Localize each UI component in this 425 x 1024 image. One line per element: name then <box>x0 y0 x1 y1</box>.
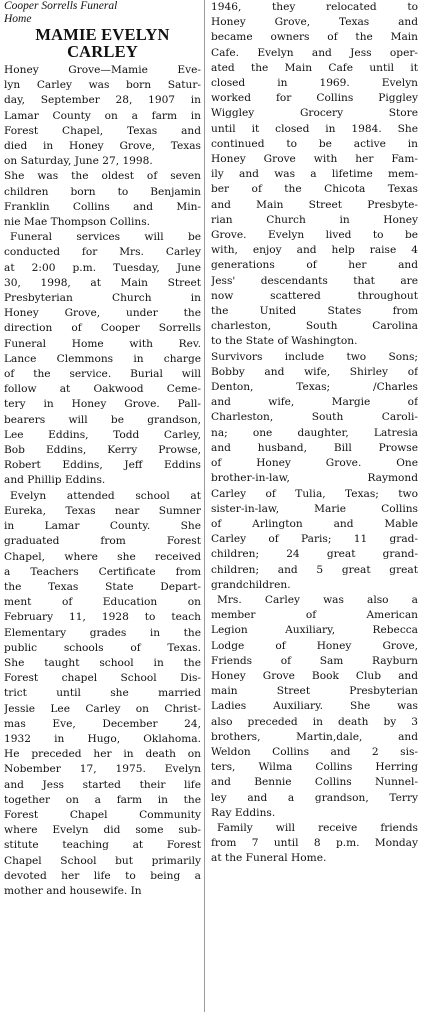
body-text-line: Chapel, where she received <box>4 550 201 563</box>
body-text-line: Bobby and wife, Shirley of <box>211 365 418 378</box>
body-text-line: ber of the Chicota Texas <box>211 183 418 196</box>
body-text-line: public schools of Texas. <box>4 641 201 654</box>
headline-line: MAMIE EVELYN <box>35 26 170 43</box>
body-text-line: mas Eve, December 24, <box>4 717 201 730</box>
body-text-line: from 7 until 8 p.m. Monday <box>211 837 418 850</box>
body-text-line: sister-in-law, Marie Collins <box>211 502 418 515</box>
body-text-line: Charleston, South Caroli- <box>211 411 418 424</box>
column-divider <box>204 0 205 1012</box>
body-text-line: and wife, Margie of <box>211 396 418 409</box>
body-text-line: follow at Oakwood Ceme- <box>4 383 201 396</box>
body-text-line: Lee Eddins, Todd Carley, <box>4 428 201 441</box>
body-text-line: until it closed in 1984. She <box>211 122 418 135</box>
body-text-line: Honey Grove, Texas and <box>211 16 418 29</box>
right-column-body <box>211 0 418 867</box>
body-text-line: lyn Carley was born Satur- <box>4 79 201 92</box>
body-text-line: Franklin Collins and Min- <box>4 200 201 213</box>
body-text-line: Lamar County on a farm in <box>4 109 201 122</box>
body-text-line: Carley of Paris; 11 grad- <box>211 533 418 546</box>
headline-line: CARLEY <box>67 43 138 60</box>
body-text-line: Honey Grove, under the <box>4 307 201 320</box>
body-text-line: Wiggley Grocery Store <box>211 107 418 120</box>
body-text-line: Legion Auxiliary, Rebecca <box>211 624 418 637</box>
body-text-line: at the Funeral Home. <box>211 852 327 865</box>
body-text-line: Carley of Tulia, Texas; two <box>211 487 418 500</box>
body-text-line: Robert Eddins, Jeff Eddins <box>4 459 201 472</box>
body-text-line: in Lamar County. She <box>4 520 201 533</box>
body-text-line: a Teachers Certificate from <box>4 565 201 578</box>
body-text-line: ley and a grandson, Terry <box>211 791 418 804</box>
body-text-line: Honey Grove with her Fam- <box>211 153 418 166</box>
body-text-line: na; one daughter, Latresia <box>211 426 418 439</box>
body-text-line: Bob Eddins, Kerry Prowse, <box>4 444 201 457</box>
body-text-line: on Saturday, June 27, 1998. <box>4 155 153 168</box>
body-text-line: became owners of the Main <box>211 31 418 44</box>
funeral-home-kicker <box>4 0 201 26</box>
body-text-line: and Bennie Collins Nunnel- <box>211 776 418 789</box>
right-column <box>211 0 418 867</box>
body-text-line: Presbyterian Church in <box>4 292 201 305</box>
body-text-line: graduated from Forest <box>4 535 201 548</box>
body-text-line: Chapel School but primarily <box>4 854 201 867</box>
body-text-line: charleston, South Carolina <box>211 320 418 333</box>
body-text-line: Mrs. Carley was also a <box>217 593 418 606</box>
body-text-line: ily and was a lifetime mem- <box>211 168 418 181</box>
body-text-line: Jess' descendants that are <box>211 274 418 287</box>
body-text-line: devoted her life to being a <box>4 869 201 882</box>
body-text-line: Nobember 17, 1975. Evelyn <box>4 763 201 776</box>
body-text-line: worked for Collins Piggley <box>211 92 418 105</box>
body-text-line: Ladies Auxiliary. She was <box>211 700 418 713</box>
left-column <box>4 0 201 899</box>
body-text-line: Eureka, Texas near Sumner <box>4 504 201 517</box>
body-text-line: ters, Wilma Collins Herring <box>211 761 418 774</box>
body-text-line: day, September 28, 1907 in <box>4 94 201 107</box>
body-text-line: and Phillip Eddins. <box>4 474 106 487</box>
kicker-line: Home <box>4 13 32 25</box>
body-text-line: nie Mae Thompson Collins. <box>4 216 151 229</box>
body-text-line: children born to Benjamin <box>4 185 201 198</box>
body-text-line: the Texas State Depart- <box>4 580 201 593</box>
body-text-line: ment of Education on <box>4 596 201 609</box>
body-text-line: member of American <box>211 609 418 622</box>
body-text-line: and Jess started their life <box>4 778 201 791</box>
body-text-line: and husband, Bill Prowse <box>211 441 418 454</box>
body-text-line: Lance Clemmons in charge <box>4 352 201 365</box>
body-text-line: ated the Main Cafe until it <box>211 61 418 74</box>
body-text-line: bearers will be grandson, <box>4 413 201 426</box>
body-text-line: and Main Street Presbyte- <box>211 198 418 211</box>
body-text-line: Forest chapel School Dis- <box>4 672 201 685</box>
body-text-line: of Arlington and Mable <box>211 517 418 530</box>
body-text-line: of the service. Burial will <box>4 368 201 381</box>
body-text-line: direction of Cooper Sorrells <box>4 322 201 335</box>
body-text-line: 1946, they relocated to <box>211 1 418 13</box>
body-text-line: brother-in-law, Raymond <box>211 472 418 485</box>
body-text-line: together on a farm in the <box>4 793 201 806</box>
body-text-line: now scattered throughout <box>211 289 418 302</box>
body-text-line: Funeral Home with Rev. <box>4 337 201 350</box>
body-text-line: at 2:00 p.m. Tuesday, June <box>4 261 201 274</box>
body-text-line: mother and housewife. In <box>4 884 142 897</box>
body-text-line: Honey Grove—Mamie Eve- <box>4 64 201 76</box>
body-text-line: She taught school in the <box>4 656 201 669</box>
body-text-line: Funeral services will be <box>10 231 201 244</box>
body-text-line: 30, 1998, at Main Street <box>4 276 201 289</box>
body-text-line: to the State of Washington. <box>211 335 358 348</box>
body-text-line: the United States from <box>211 305 418 318</box>
body-text-line: Elementary grades in the <box>4 626 201 639</box>
body-text-line: also preceded in death by 3 <box>211 715 418 728</box>
body-text-line: tery in Honey Grove. Pall- <box>4 398 201 411</box>
body-text-line: Grove. Evelyn lived to be <box>211 229 418 242</box>
body-text-line: grandchildren. <box>211 578 291 591</box>
body-text-line: Honey Grove Book Club and <box>211 669 418 682</box>
body-text-line: Ray Eddins. <box>211 806 276 819</box>
body-text-line: Lodge of Honey Grove, <box>211 639 418 652</box>
body-text-line: Family will receive friends <box>217 821 418 834</box>
body-text-line: She was the oldest of seven <box>4 170 201 183</box>
kicker-line: Cooper Sorrells Funeral <box>4 0 118 12</box>
body-text-line: main Street Presbyterian <box>211 685 418 698</box>
body-text-line: where Evelyn did some sub- <box>4 824 201 837</box>
body-text-line: trict until she married <box>4 687 201 700</box>
left-column-body <box>4 63 201 899</box>
body-text-line: Jessie Lee Carley on Christ- <box>4 702 201 715</box>
obituary-headline <box>4 26 201 60</box>
body-text-line: Forest Chapel, Texas and <box>4 124 201 137</box>
body-text-line: Friends of Sam Rayburn <box>211 654 418 667</box>
body-text-line: continued to be active in <box>211 137 418 150</box>
body-text-line: He preceded her in death on <box>4 748 201 761</box>
body-text-line: Evelyn attended school at <box>10 489 201 502</box>
body-text-line: rian Church in Honey <box>211 213 418 226</box>
body-text-line: Denton, Texas; /Charles <box>211 381 418 394</box>
body-text-line: died in Honey Grove, Texas <box>4 140 201 153</box>
body-text-line: with, enjoy and help raise 4 <box>211 244 418 257</box>
body-text-line: children; 24 great grand- <box>211 548 418 561</box>
body-text-line: brothers, Martin,dale, and <box>211 730 418 743</box>
body-text-line: 1932 in Hugo, Oklahoma. <box>4 732 201 745</box>
body-text-line: Survivors include two Sons; <box>211 350 418 363</box>
body-text-line: stitute teaching at Forest <box>4 839 201 852</box>
body-text-line: Weldon Collins and 2 sis- <box>211 745 418 758</box>
body-text-line: Forest Chapel Community <box>4 808 201 821</box>
body-text-line: closed in 1969. Evelyn <box>211 77 418 90</box>
body-text-line: Cafe. Evelyn and Jess oper- <box>211 46 418 59</box>
body-text-line: generations of her and <box>211 259 418 272</box>
body-text-line: children; and 5 great great <box>211 563 418 576</box>
body-text-line: February 11, 1928 to teach <box>4 611 201 624</box>
body-text-line: of Honey Grove. One <box>211 457 418 470</box>
body-text-line: conducted for Mrs. Carley <box>4 246 201 259</box>
